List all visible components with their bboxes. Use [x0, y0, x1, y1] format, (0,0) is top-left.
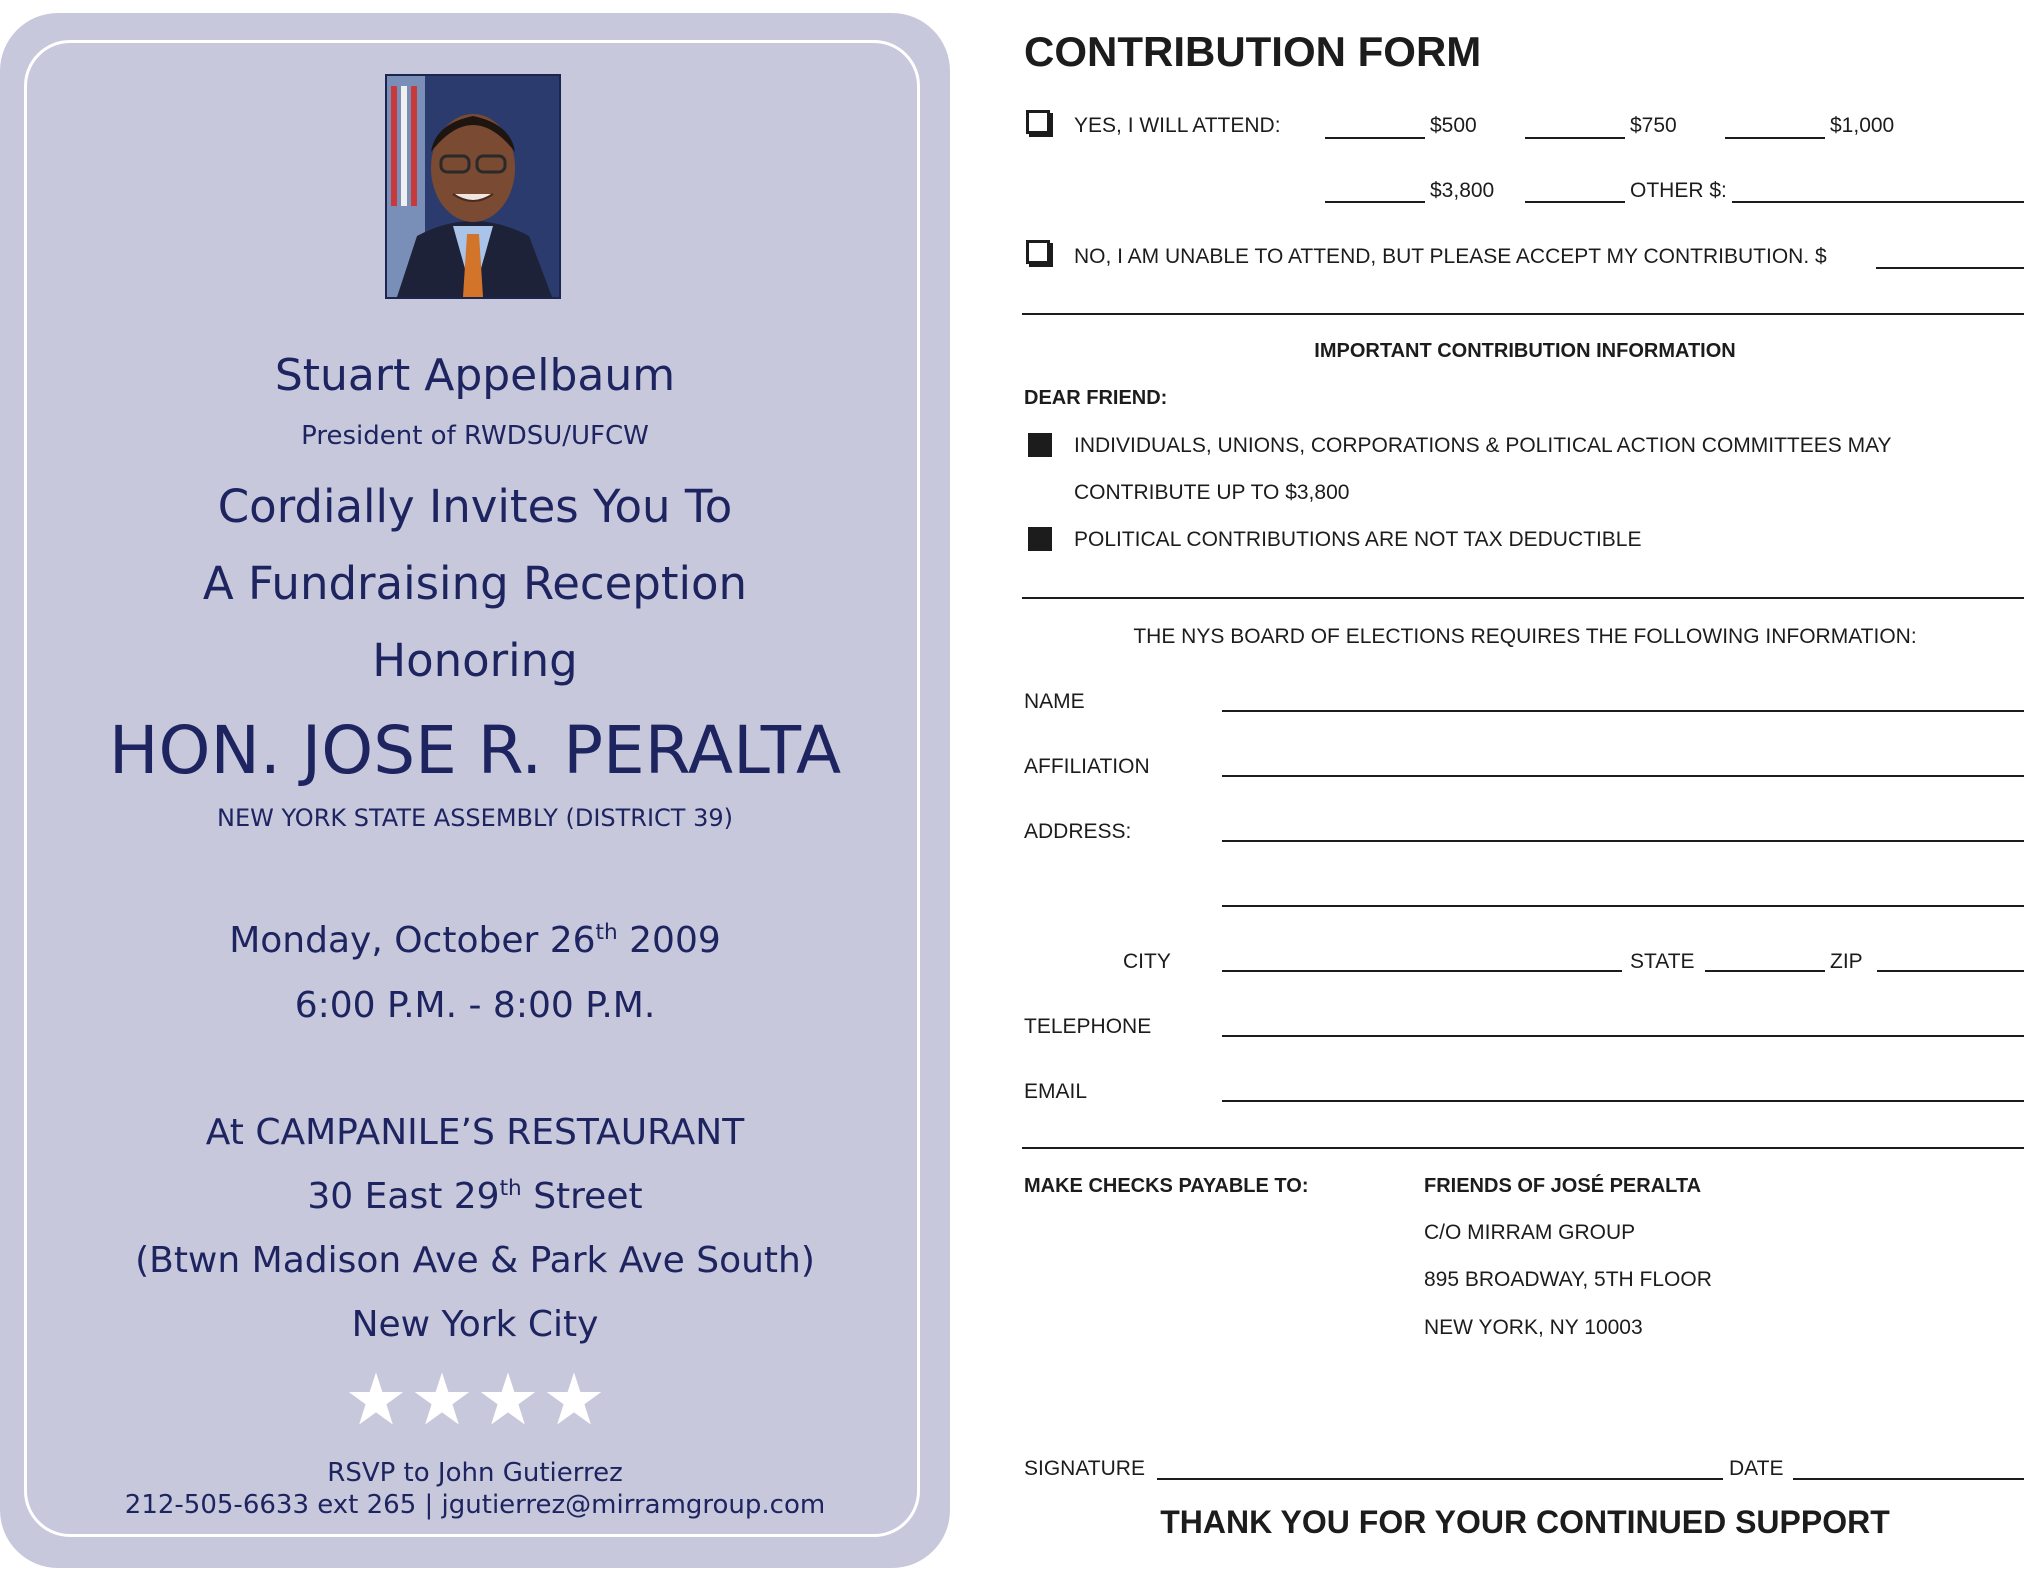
divider — [1022, 597, 2024, 599]
star-icon — [413, 1370, 471, 1433]
invite-line-2: A Fundraising Reception — [202, 557, 748, 610]
email-label: EMAIL — [1024, 1080, 1088, 1103]
state-field[interactable] — [1705, 970, 1825, 972]
address-field-line-1[interactable] — [1222, 840, 2024, 842]
form-title: CONTRIBUTION FORM — [1024, 28, 1482, 75]
rsvp-line: RSVP to John Gutierrez — [327, 1458, 623, 1488]
payee-name: FRIENDS OF JOSÉ PERALTA — [1424, 1175, 1702, 1197]
amount-3800-blank[interactable] — [1325, 201, 1425, 203]
rsvp-contact: 212-505-6633 ext 265 | jgutierrez@mirramgroup.com — [124, 1490, 826, 1520]
amount-3800: $3,800 — [1430, 179, 1495, 202]
amount-750-blank[interactable] — [1525, 137, 1625, 139]
bullet-square — [1028, 527, 1052, 551]
yes-attend-checkbox[interactable] — [1026, 110, 1050, 134]
info-heading: IMPORTANT CONTRIBUTION INFORMATION — [1314, 340, 1736, 362]
bullet-square — [1028, 433, 1052, 457]
board-notice: THE NYS BOARD OF ELECTIONS REQUIRES THE FOLLOWING INFORMATION: — [1133, 625, 1917, 648]
host-name: Stuart Appelbaum — [274, 350, 676, 401]
event-date: Monday, October 26th 2009 — [229, 920, 721, 961]
honoree-photo — [385, 74, 561, 299]
host-title: President of RWDSU/UFCW — [301, 421, 649, 451]
date-label: DATE — [1729, 1457, 1784, 1480]
state-label: STATE — [1630, 950, 1695, 973]
telephone-field[interactable] — [1222, 1035, 2024, 1037]
contribution-form — [1020, 0, 2030, 1570]
info-bullet-1-line-2: CONTRIBUTE UP TO $3,800 — [1074, 481, 1350, 504]
venue-name: At CAMPANILE’S RESTAURANT — [205, 1112, 745, 1153]
payee-street: 895 BROADWAY, 5TH FLOOR — [1424, 1268, 1712, 1291]
name-field[interactable] — [1222, 710, 2024, 712]
star-icon — [347, 1370, 405, 1433]
no-attend-label: NO, I AM UNABLE TO ATTEND, BUT PLEASE ACCEPT MY CONTRIBUTION. $ — [1074, 245, 1827, 268]
zip-field[interactable] — [1877, 970, 2024, 972]
contribution-amount-field[interactable] — [1876, 267, 2024, 269]
other-amount-field[interactable] — [1732, 201, 2024, 203]
venue-city: New York City — [351, 1304, 599, 1345]
amount-1000-blank[interactable] — [1725, 137, 1825, 139]
other-amount-label: OTHER $: — [1630, 179, 1727, 202]
zip-label: ZIP — [1830, 950, 1863, 973]
info-bullet-1-line-1: INDIVIDUALS, UNIONS, CORPORATIONS & POLITICAL ACTION COMMITTEES MAY — [1074, 434, 1892, 457]
yes-attend-label: YES, I WILL ATTEND: — [1074, 114, 1281, 137]
star-icon — [545, 1370, 603, 1433]
telephone-label: TELEPHONE — [1024, 1015, 1152, 1038]
thank-you-message: THANK YOU FOR YOUR CONTINUED SUPPORT — [1160, 1504, 1890, 1540]
signature-label: SIGNATURE — [1024, 1457, 1145, 1480]
star-row — [0, 1370, 950, 1433]
city-field[interactable] — [1222, 970, 1622, 972]
address-label: ADDRESS: — [1024, 820, 1132, 843]
email-field[interactable] — [1222, 1100, 2024, 1102]
dear-friend: DEAR FRIEND: — [1024, 387, 1168, 409]
no-attend-checkbox[interactable] — [1026, 240, 1050, 264]
honoree-name: HON. JOSE R. PERALTA — [108, 712, 842, 789]
amount-1000: $1,000 — [1830, 114, 1895, 137]
info-bullet-2: POLITICAL CONTRIBUTIONS ARE NOT TAX DEDUCTIBLE — [1074, 528, 1642, 551]
venue-cross-streets: (Btwn Madison Ave & Park Ave South) — [135, 1240, 815, 1281]
city-label: CITY — [1123, 950, 1171, 973]
other-amount-prefix-blank[interactable] — [1525, 201, 1625, 203]
payee-care-of: C/O MIRRAM GROUP — [1424, 1221, 1636, 1244]
date-field[interactable] — [1793, 1478, 2024, 1480]
affiliation-label: AFFILIATION — [1024, 755, 1150, 778]
invite-line-3: Honoring — [372, 634, 578, 687]
amount-500-blank[interactable] — [1325, 137, 1425, 139]
affiliation-field[interactable] — [1222, 775, 2024, 777]
address-field-line-2[interactable] — [1222, 905, 2024, 907]
event-time: 6:00 P.M. - 8:00 P.M. — [294, 985, 656, 1026]
payee-city: NEW YORK, NY 10003 — [1424, 1316, 1643, 1339]
honoree-office: NEW YORK STATE ASSEMBLY (DISTRICT 39) — [216, 804, 733, 832]
divider — [1022, 313, 2024, 315]
amount-500: $500 — [1430, 114, 1477, 137]
name-label: NAME — [1024, 690, 1085, 713]
star-icon — [479, 1370, 537, 1433]
divider — [1022, 1147, 2024, 1149]
invite-line-1: Cordially Invites You To — [217, 480, 733, 533]
signature-field[interactable] — [1157, 1478, 1723, 1480]
payable-label: MAKE CHECKS PAYABLE TO: — [1024, 1175, 1309, 1197]
venue-street: 30 East 29th Street — [307, 1176, 643, 1217]
amount-750: $750 — [1630, 114, 1677, 137]
